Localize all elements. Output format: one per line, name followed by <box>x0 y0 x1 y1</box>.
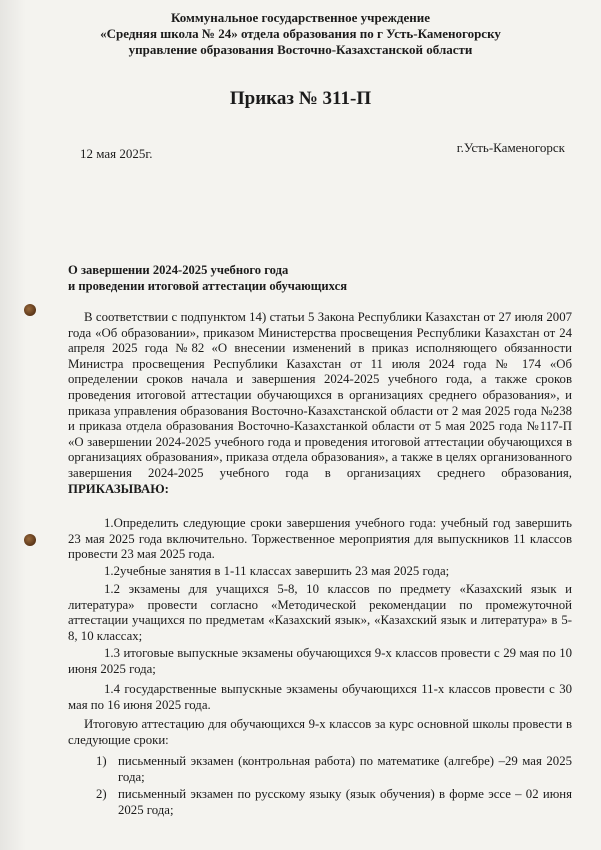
list-item-text: письменный экзамен по русскому языку (язык обучения) в форме эссе – 02 июня 2025 года; <box>118 787 572 817</box>
page-edge-shadow <box>0 0 26 850</box>
header-line-1: Коммунальное государственное учреждение <box>171 10 430 25</box>
order-item-1: 1.Определить следующие сроки завершения учебного года: учебный год завершить 23 мая 2025 года включительно. Торжественное мероприятия для выпускников 11 классов провести 23 мая 2025 года. <box>68 516 572 562</box>
exam-list <box>96 754 572 820</box>
list-item <box>96 787 572 818</box>
order-date: 12 мая 2025г. <box>80 146 153 161</box>
attestation-intro: Итоговую аттестацию для обучающихся 9-х классов за курс основной школы провести в следующие сроки: <box>68 717 572 747</box>
list-item-text: письменный экзамен (контрольная работа) по математике (алгебре) –29 мая 2025 года; <box>118 754 572 784</box>
list-item-number: 1) <box>96 754 107 768</box>
list-item <box>96 754 572 785</box>
header-line-2: «Средняя школа № 24» отдела образования по г Усть-Каменогорску <box>100 26 501 41</box>
subject-line-2: и проведении итоговой аттестации обучающихся <box>68 279 348 293</box>
binder-hole-top <box>24 304 36 316</box>
order-item-4: 1.3 итоговые выпускные экзамены обучающихся 9-х классов провести с 29 мая по 10 июня 2025 года; <box>68 646 572 676</box>
preamble-paragraph <box>68 310 572 497</box>
list-item-number: 2) <box>96 787 107 802</box>
order-subject <box>68 262 398 294</box>
order-item-2: 1.2учебные занятия в 1-11 классах завершить 23 мая 2025 года; <box>104 564 450 578</box>
order-city: г.Усть-Каменогорск <box>456 140 565 155</box>
order-item-5: 1.4 государственные выпускные экзамены обучающихся 11-х классов провести с 30 мая по 16 июня 2025 года. <box>68 682 572 712</box>
page-title: Приказ № 311-П <box>229 88 372 109</box>
binder-hole-bottom <box>24 534 36 546</box>
order-item-3: 1.2 экзамены для учащихся 5-8, 10 классов по предмету «Казахский язык и литература» провести согласно «Методической рекомендации по промежуточной аттестации учащихся по предметам «Казахский язык», «Казахский язык и литература» в 5-8, 10 классах; <box>68 582 572 643</box>
preamble-text: В соответствии с подпунктом 14) статьи 5 Закона Республики Казахстан от 27 июля 2007 года «Об образовании», приказом Министерства просвещения Республики Казахстан от 24 апреля 2025 года №82 «О внесении изменений в приказ исполняющего обязанности Министра просвещения Республики Казахстан от 11 июля 2024 года № 174 «Об определении сроков начала и завершения 2024-2025 учебного года, а также сроков проведения итоговой аттестации обучающихся в организациях среднего образования», и приказа управления образования Восточно-Казахстанской области от 2 мая 2025 года №238 и приказа отдела образования Восточно-Казахстанкой области от 5 мая 2025 года №117-П «О завершении 2024-2025 учебного года и проведения итоговой аттестации обучающихся в организациях образования», приказа отдела образования», а также в целях организованного завершения 2024-2025 учебного года в организациях среднего образования, <box>68 310 572 480</box>
header-line-3: управление образования Восточно-Казахстанской области <box>128 42 473 57</box>
subject-line-1: О завершении 2024-2025 учебного года <box>68 263 289 277</box>
order-word: ПРИКАЗЫВАЮ: <box>68 481 169 496</box>
